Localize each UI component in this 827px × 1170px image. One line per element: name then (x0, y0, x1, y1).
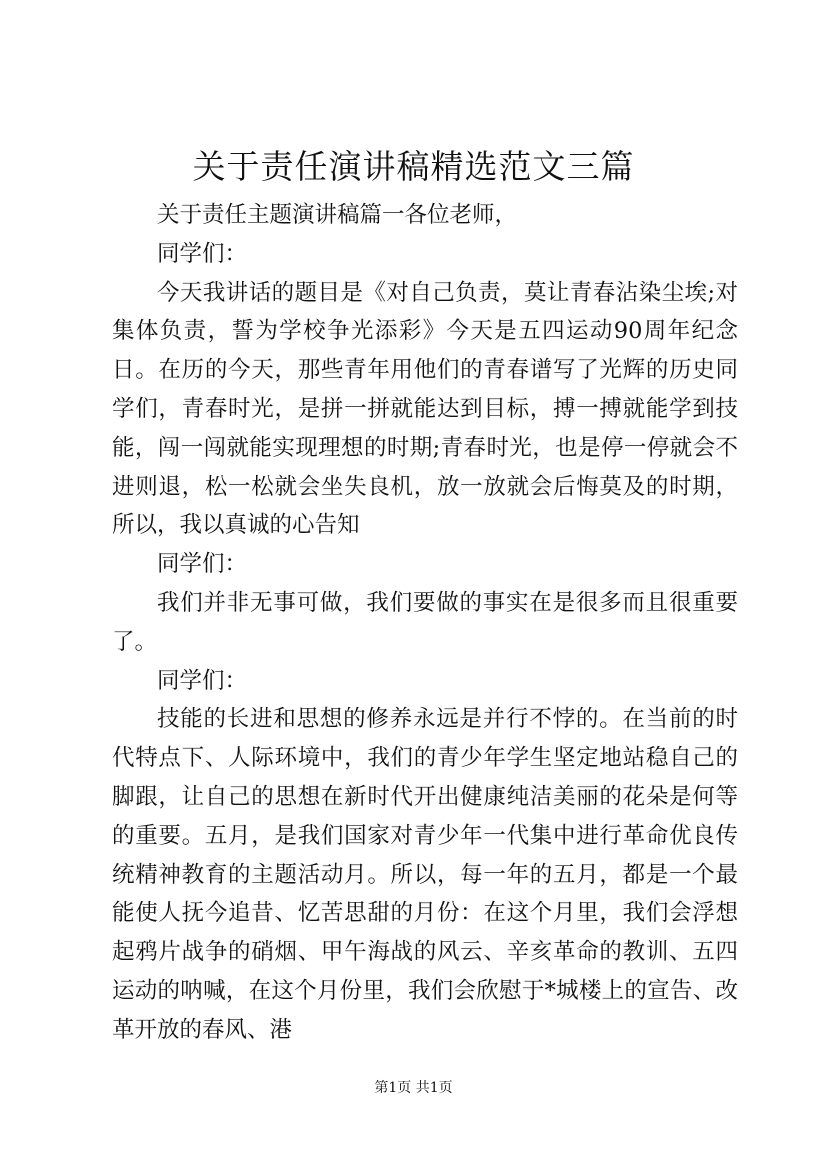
paragraph-greeting: 同学们： (157, 240, 248, 267)
paragraph-intro: 今天我讲话的题目是《对自己负责，莫让青春沾染尘埃;对集体负责，誓为学校争光添彩》今天是五四运动90周年纪念日。在历的今天，那些青年用他们的青春谱写了光辉的历史同学们，青春时光，是拼一拼就能达到目标，搏一搏就能学到技能，闯一闯就能实现理想的时期;青春时光，也是停一停就会不进则退，松一松就会坐失良机，放一放就会后悔莫及的时期，所以，我以真诚的心告知 (112, 279, 738, 539)
document-title: 关于责任演讲稿精选范文三篇 (192, 147, 635, 186)
paragraph-salutation: 关于责任主题演讲稿篇一各位老师， (157, 202, 518, 228)
paragraph-greeting: 同学们： (157, 667, 248, 694)
paragraph-statement: 我们并非无事可做，我们要做的事实在是很多而且很重要了。 (112, 589, 738, 655)
document-body (112, 196, 738, 1050)
paragraph-main: 技能的长进和思想的修养永远是并行不悖的。在当前的时代特点下、人际环境中，我们的青少年学生坚定地站稳自己的脚跟，让自己的思想在新时代开出健康纯洁美丽的花朵是何等的重要。五月，是我们国家对青少年一代集中进行革命优良传统精神教育的主题活动月。所以，每一年的五月，都是一个最能使人抚今追昔、忆苦思甜的月份：在这个月里，我们会浮想起鸦片战争的硝烟、甲午海战的风云、辛亥革命的教训、五四运动的呐喊，在这个月份里，我们会欣慰于*城楼上的宣告、改革开放的春风、港 (112, 706, 738, 1043)
paragraph-greeting: 同学们： (157, 551, 248, 578)
page-footer: 第1页 共1页 (374, 1080, 453, 1096)
